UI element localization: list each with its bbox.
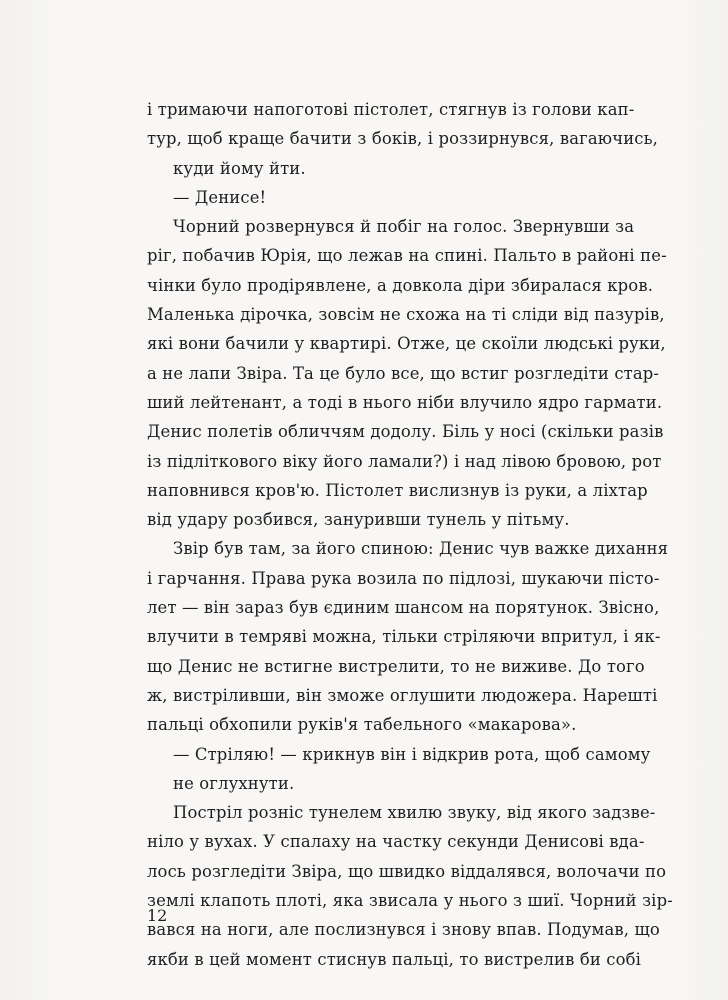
text-line: Маленька дірочка, зовсім не схожа на ті сліди від пазурів, [147,305,665,325]
text-line: із підліткового віку його ламали?) і над лівою бровою, рот [147,451,662,471]
text-line: від удару розбився, зануривши тунель у пітьму. [147,510,570,530]
text-line: куди йому йти. [173,158,306,178]
text-line: ріг, побачив Юрія, що лежав на спині. Пальто в районі пе- [147,246,667,266]
text-line: влучити в темряві можна, тільки стріляючи впритул, і як- [147,627,661,647]
text-line: ніло у вухах. У спалаху на частку секунди Денисові вда- [147,832,645,852]
text-line: ж, вистріливши, він зможе оглушити людожера. Нарешті [147,685,658,705]
text-line: чінки було продірявлене, а довкола діри збиралася кров. [147,275,654,295]
text-line: і гарчання. Права рука возила по підлозі, шукаючи пісто- [147,568,660,588]
paragraph-start-line: Чорний розвернувся й побіг на голос. Звернувши за [173,217,635,237]
text-line: наповнився кров'ю. Пістолет вислизнув із руки, а ліхтар [147,480,648,500]
text-line: вався на ноги, але послизнувся і знову впав. Подумав, що [147,920,660,940]
text-line: пальці обхопили руків'я табельного «макарова». [147,715,577,735]
text-line: ший лейтенант, а тоді в нього ніби влучило ядро гармати. [147,392,663,412]
text-line: лет — він зараз був єдиним шансом на порятунок. Звісно, [147,598,660,618]
text-line: які вони бачили у квартирі. Отже, це скоїли людські руки, [147,334,666,354]
text-line: не оглухнути. [173,773,295,793]
body-text [147,95,673,974]
dialogue-line: — Денисе! [173,187,267,207]
text-line: землі клапоть плоті, яка звисала у нього з шиї. Чорний зір- [147,891,673,911]
text-line: тур, щоб краще бачити з боків, і роззирнувся, вагаючись, [147,129,659,149]
text-line: і тримаючи напоготові пістолет, стягнув із голови кап- [147,100,635,119]
paragraph-start-line: Постріл розніс тунелем хвилю звуку, від якого задзве- [173,803,656,823]
text-line: що Денис не встигне вистрелити, то не виживе. До того [147,656,645,676]
paragraph-start-line: Звір був там, за його спиною: Денис чув важке дихання [173,539,669,559]
dialogue-line: — Стріляю! — крикнув він і відкрив рота, щоб самому [173,744,651,764]
text-line: лось розгледіти Звіра, що швидко віддалявся, волочачи по [147,861,667,881]
text-line: Денис полетів обличчям додолу. Біль у носі (скільки разів [147,422,664,442]
text-line: якби в цей момент стиснув пальці, то вистрелив би собі [147,949,642,969]
text-line: а не лапи Звіра. Та це було все, що встиг розгледіти стар- [147,363,660,383]
page-number: 12 [147,906,168,925]
